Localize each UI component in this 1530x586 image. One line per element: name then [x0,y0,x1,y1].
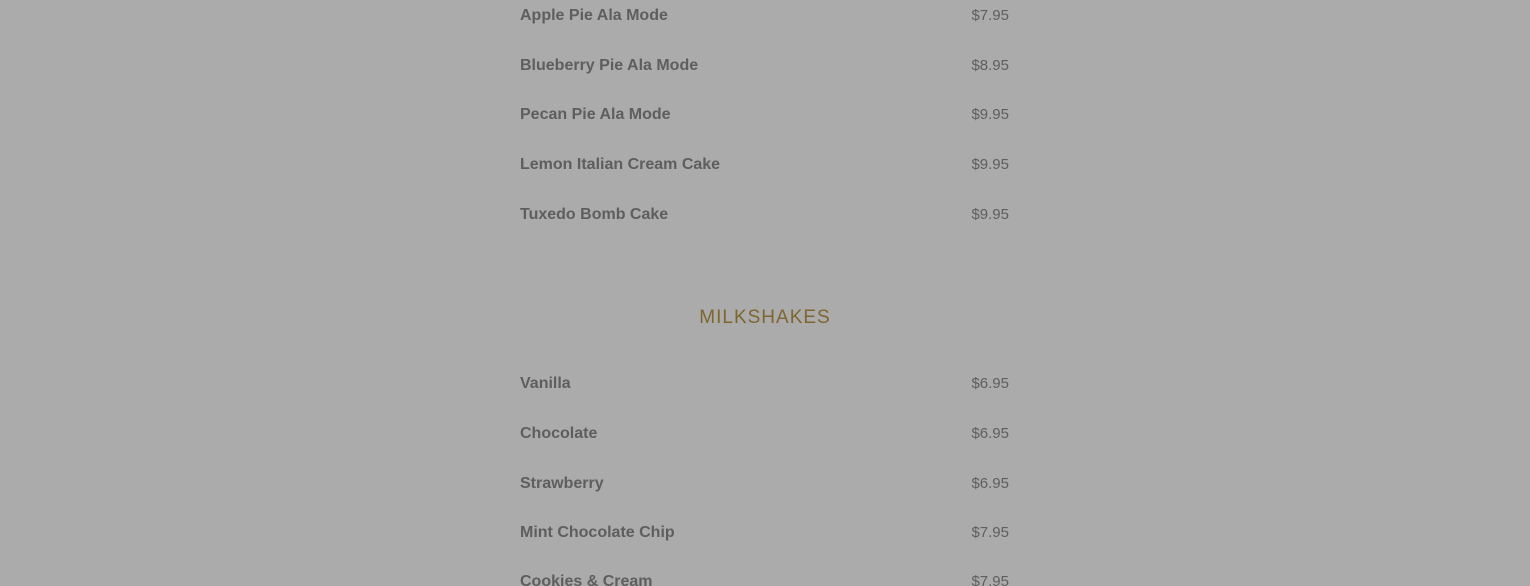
menu-item-price: $7.95 [971,573,1009,586]
menu-item-row [520,153,1010,177]
menu-item-price: $6.95 [971,475,1009,492]
menu-item-row [520,54,1010,78]
section-title-milkshakes: MILKSHAKES [699,307,831,328]
menu-item-name: Pecan Pie Ala Mode [520,106,671,123]
menu-item-row [520,4,1010,28]
menu-item-name: Strawberry [520,475,604,492]
menu-item-price: $7.95 [971,7,1009,24]
menu-item-row [520,422,1010,446]
menu-item-price: $9.95 [971,156,1009,173]
menu-item-row [520,372,1010,396]
menu-item-row [520,521,1010,545]
menu-item-price: $6.95 [971,375,1009,392]
menu-item-price: $6.95 [971,425,1009,442]
menu-item-row [520,203,1010,227]
menu-item-price: $8.95 [971,57,1009,74]
menu-item-name: Cookies & Cream [520,573,653,586]
menu-item-row [520,103,1010,127]
menu-item-name: Tuxedo Bomb Cake [520,206,669,223]
menu-item-name: Blueberry Pie Ala Mode [520,57,699,74]
menu-item-name: Chocolate [520,425,598,442]
menu-item-name: Mint Chocolate Chip [520,524,675,541]
menu-item-name: Vanilla [520,375,571,392]
menu-item-price: $7.95 [971,524,1009,541]
menu-item-name: Lemon Italian Cream Cake [520,156,721,173]
menu-item-name: Apple Pie Ala Mode [520,7,668,24]
menu-item-row [520,570,1010,586]
menu-item-price: $9.95 [971,206,1009,223]
menu-item-row [520,472,1010,496]
menu-item-price: $9.95 [971,106,1009,123]
